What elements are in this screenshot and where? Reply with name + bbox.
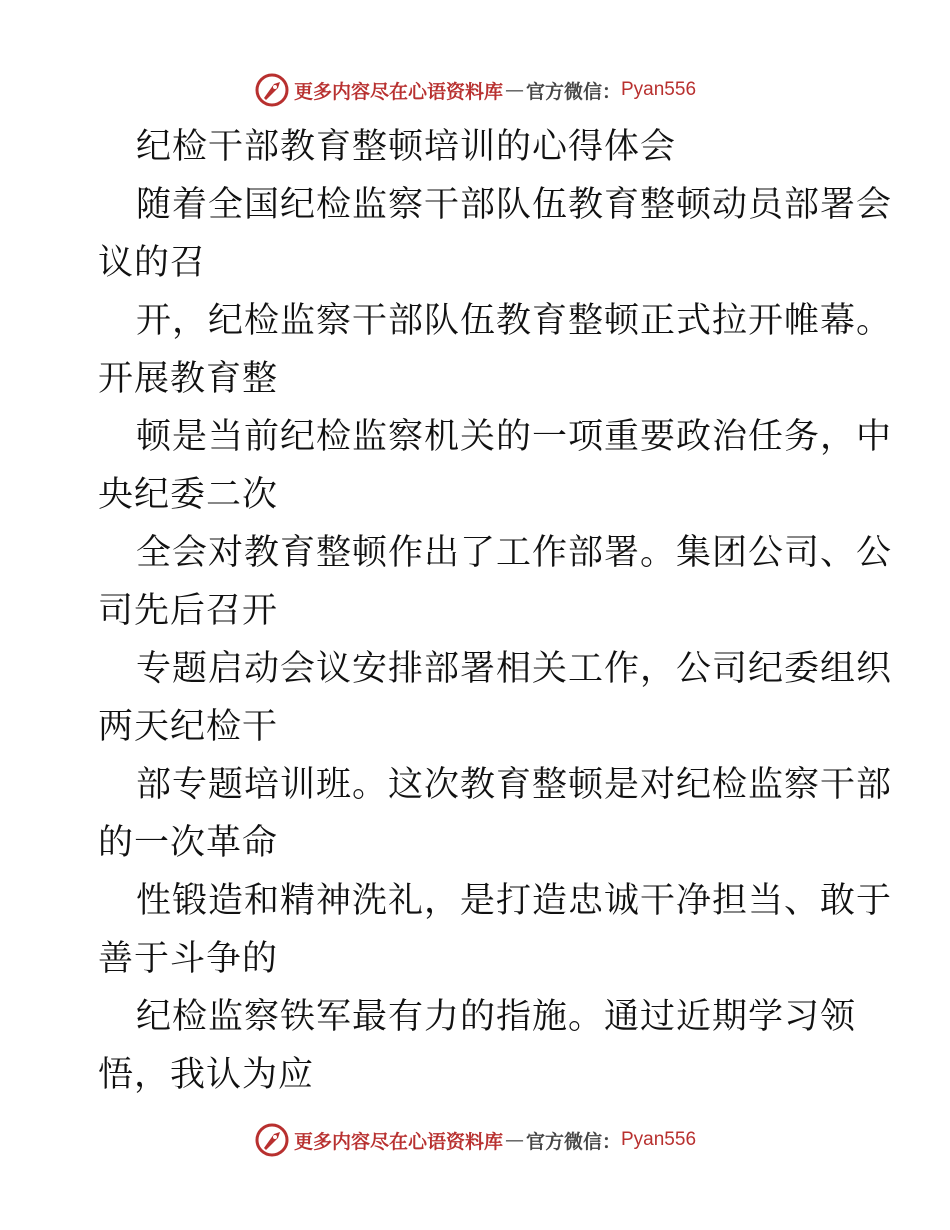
banner-wechat-label: 官方微信：: [525, 1130, 621, 1153]
banner-brand-text: 更多内容尽在心语资料库: [293, 80, 503, 103]
footer-banner: [0, 1120, 950, 1160]
banner-wechat-id: Pyan556: [621, 1129, 697, 1150]
text-line: 顿是当前纪检监察机关的一项重要政治任务，中: [136, 417, 893, 457]
banner-wechat-label: 官方微信：: [525, 80, 621, 103]
banner-separator: —: [504, 1129, 524, 1151]
text-line: 全会对教育整顿作出了工作部署。集团公司、公: [136, 533, 893, 573]
text-line: 两天纪检干: [98, 707, 279, 747]
banner-brand-text: 更多内容尽在心语资料库: [293, 1130, 503, 1153]
text-line: 专题启动会议安排部署相关工作，公司纪委组织: [136, 649, 893, 689]
text-line: 司先后召开: [98, 591, 279, 631]
pen-nib-logo-icon: [254, 72, 290, 108]
text-line: 开展教育整: [98, 359, 279, 399]
banner-wechat-id: Pyan556: [621, 79, 697, 100]
text-line: 开，纪检监察干部队伍教育整顿正式拉开帷幕。: [136, 301, 893, 341]
text-line: 的一次革命: [98, 823, 279, 863]
header-banner: [0, 70, 950, 110]
text-line: 纪检监察铁军最有力的指施。通过近期学习领: [136, 997, 857, 1037]
pen-nib-logo-icon: [254, 1122, 290, 1158]
text-line: 议的召: [98, 243, 207, 283]
document-body: [0, 118, 950, 1104]
banner-separator: —: [504, 79, 524, 101]
text-line: 性锻造和精神洗礼，是打造忠诚干净担当、敢于: [136, 881, 893, 921]
text-line: 央纪委二次: [98, 475, 279, 515]
text-line: 善于斗争的: [98, 939, 279, 979]
text-line: 部专题培训班。这次教育整顿是对纪检监察干部: [136, 765, 893, 805]
text-line: 悟，我认为应: [98, 1055, 315, 1095]
document-title: 纪检干部教育整顿培训的心得体会: [136, 127, 677, 167]
text-line: 随着全国纪检监察干部队伍教育整顿动员部署会: [136, 185, 893, 225]
